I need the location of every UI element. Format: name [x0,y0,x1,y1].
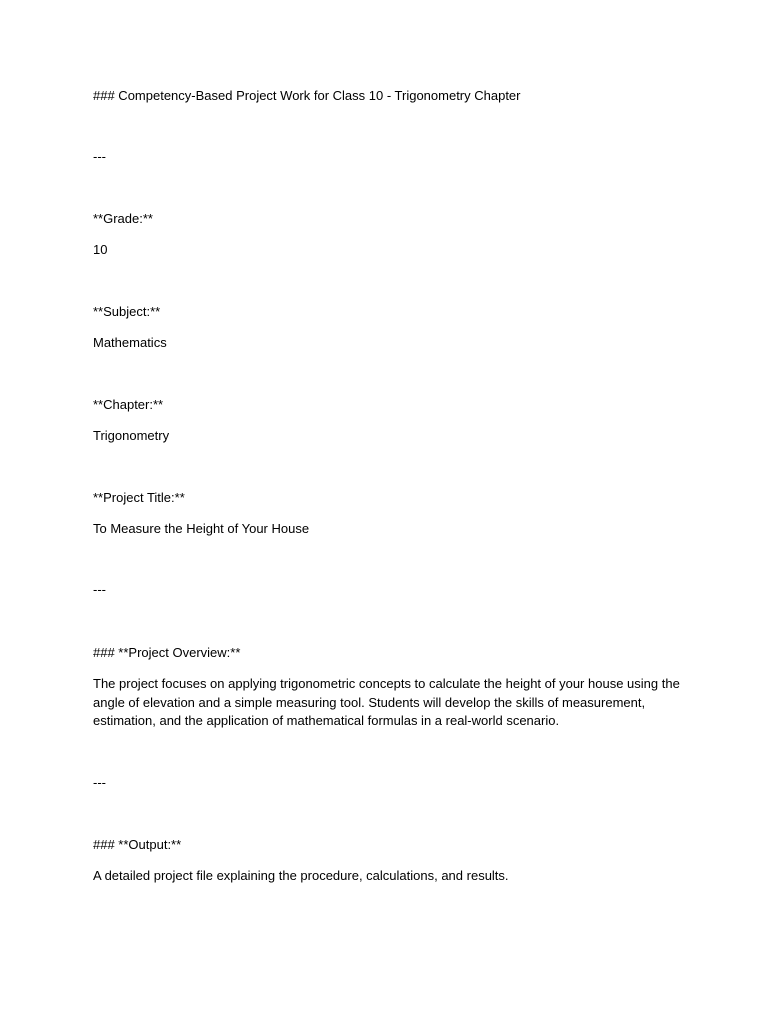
document-heading: ### Competency-Based Project Work for Class 10 - Trigonometry Chapter [93,88,521,103]
project-title-label: **Project Title:** [93,490,185,505]
subject-label: **Subject:** [93,304,161,319]
output-text: A detailed project file explaining the procedure, calculations, and results. [93,868,509,883]
separator-2: --- [93,582,106,597]
grade-label: **Grade:** [93,211,153,226]
separator-3: --- [93,775,106,790]
output-heading: ### **Output:** [93,837,182,852]
project-title-value: To Measure the Height of Your House [93,521,310,536]
overview-heading: ### **Project Overview:** [93,645,241,660]
overview-text: The project focuses on applying trigonometric concepts to calculate the height of your house using the angle of elevation and a simple measuring tool. Students will develop the skills of measurement, estimation, and the application of mathematical formulas in a real-world scenario. [93,676,680,728]
subject-value: Mathematics [93,335,167,350]
grade-value: 10 [93,242,108,257]
chapter-label: **Chapter:** [93,397,164,412]
separator-1: --- [93,149,106,164]
chapter-value: Trigonometry [93,428,170,443]
